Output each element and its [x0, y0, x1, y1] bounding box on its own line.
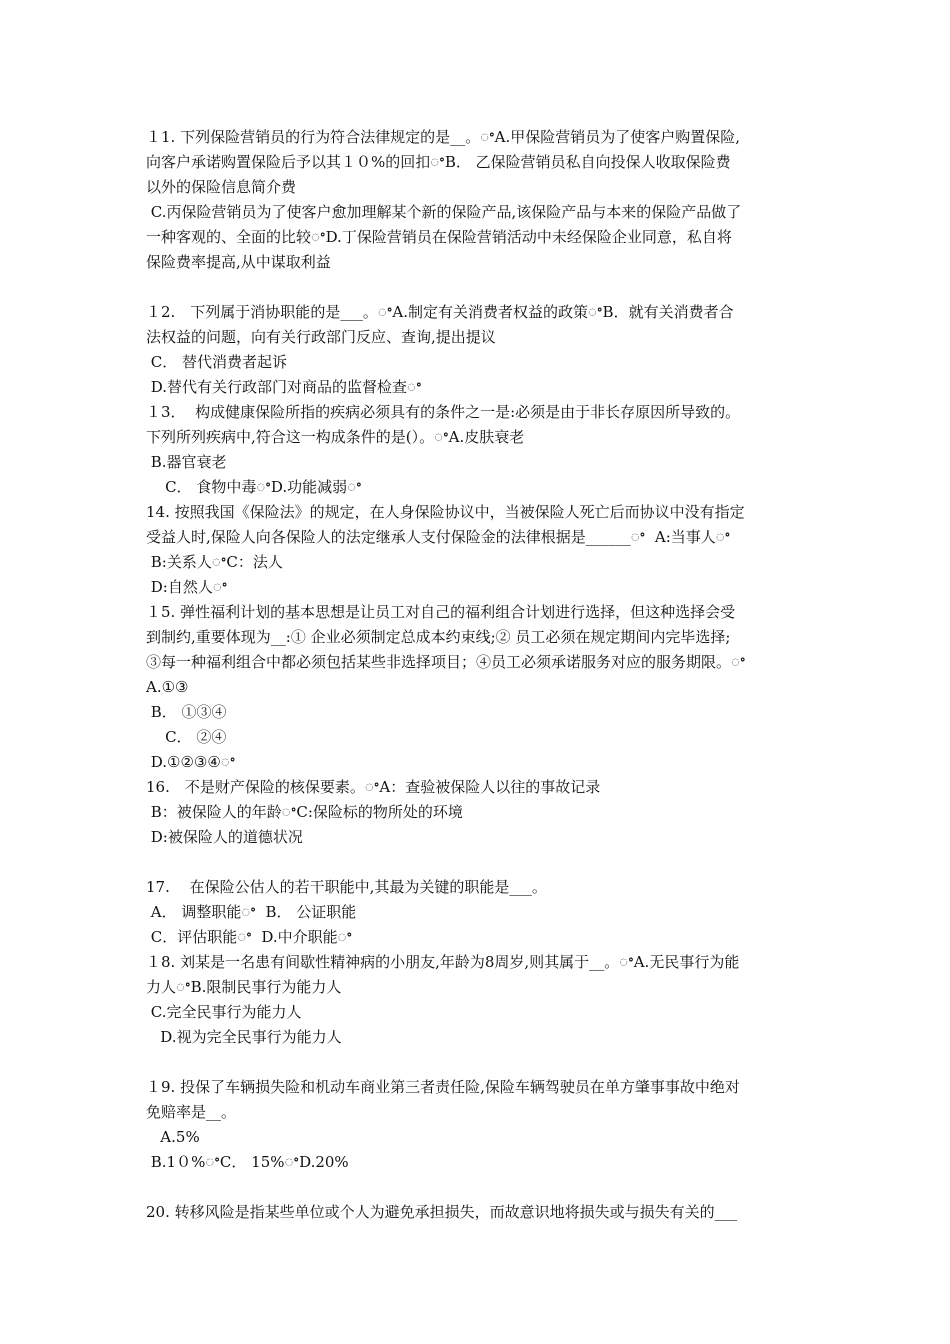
text-line: 保险费率提高,从中谋取利益 — [146, 253, 331, 271]
text-line: A． 调整职能ꢀ B． 公证职能 — [146, 903, 357, 921]
text-line: 力人ꢀB.限制民事行为能力人 — [146, 978, 342, 996]
text-line: 向客户承诺购置保险后予以其１０%的回扣ꢀB． 乙保险营销员私自向投保人收取保险费 — [146, 153, 731, 171]
text-line: 17. 在保险公估人的若干职能中,其最为关键的职能是___。 — [146, 878, 547, 896]
text-line: B：被保险人的年龄ꢀC:保险标的物所处的环境 — [146, 803, 463, 821]
text-line: １2. 下列属于消协职能的是___。ꢀA.制定有关消费者权益的政策ꢀB．就有关消费者合 — [146, 303, 734, 321]
document-body — [146, 125, 810, 1225]
text-line: A.①③ — [146, 678, 189, 696]
text-line: 一种客观的、全面的比较ꢀD.丁保险营销员在保险营销活动中未经保险企业同意，私自将 — [146, 228, 732, 246]
text-line: ③每一种福利组合中都必须包括某些非选择项目；④员工必须承诺服务对应的服务期限。ꢀ — [146, 653, 746, 671]
text-line: 以外的保险信息简介费 — [146, 178, 297, 196]
text-line: D.①②③④ꢀ — [146, 753, 236, 771]
text-line: D.替代有关行政部门对商品的监督检查ꢀ — [146, 378, 422, 396]
text-line: 16. 不是财产保险的核保要素。ꢀA：查验被保险人以往的事故记录 — [146, 778, 601, 796]
blank-line — [146, 1050, 810, 1075]
text-line: １8. 刘某是一名患有间歇性精神病的小朋友,年龄为8周岁,则其属于__。ꢀA.无民事行为能 — [146, 953, 740, 971]
text-line: 到制约,重要体现为__:① 企业必须制定总成本约束线;② 员工必须在规定期间内完毕选择; — [146, 628, 731, 646]
text-line: D.视为完全民事行为能力人 — [146, 1028, 342, 1046]
text-line: A.5% — [146, 1128, 200, 1146]
text-line: 14. 按照我国《保险法》的规定，在人身保险协议中，当被保险人死亡后而协议中没有指定 — [146, 503, 745, 521]
text-line: １3． 构成健康保险所指的疾病必须具有的条件之一是:必须是由于非长存原因所导致的。 — [146, 403, 741, 421]
text-line: C． ②④ — [146, 728, 227, 746]
text-line: C． 食物中毒ꢀD.功能减弱ꢀ — [146, 478, 362, 496]
blank-line — [146, 850, 810, 875]
text-line: C.完全民事行为能力人 — [146, 1003, 302, 1021]
text-line: １1. 下列保险营销员的行为符合法律规定的是__。ꢀA.甲保险营销员为了使客户购置保险, — [146, 128, 741, 146]
text-line: C． 替代消费者起诉 — [146, 353, 288, 371]
text-line: D:被保险人的道德状况 — [146, 828, 303, 846]
text-line: 法权益的问题，向有关行政部门反应、查询,提出提议 — [146, 328, 496, 346]
text-line: C．评估职能ꢀ D.中介职能ꢀ — [146, 928, 353, 946]
text-line: １9. 投保了车辆损失险和机动车商业第三者责任险,保险车辆驾驶员在单方肇事事故中绝对 — [146, 1078, 740, 1096]
text-line: １5. 弹性福利计划的基本思想是让员工对自己的福利组合计划进行选择，但这种选择会受 — [146, 603, 736, 621]
text-line: D:自然人ꢀ — [146, 578, 228, 596]
blank-line — [146, 1175, 810, 1200]
blank-line — [146, 275, 810, 300]
text-line: B.器官衰老 — [146, 453, 227, 471]
text-line: B.1０%ꢀC． 15%ꢀD.20% — [146, 1153, 349, 1171]
text-line: 下列所列疾病中,符合这一构成条件的是(）。ꢀA.皮肤衰老 — [146, 428, 525, 446]
text-line: B:关系人ꢀC：法人 — [146, 553, 283, 571]
text-line: 受益人时,保险人向各保险人的法定继承人支付保险金的法律根据是______ꢀ A:当事人ꢀ — [146, 528, 731, 546]
text-line: 免赔率是__。 — [146, 1103, 237, 1121]
text-line: C.丙保险营销员为了使客户愈加理解某个新的保险产品,该保险产品与本来的保险产品做了 — [146, 203, 742, 221]
text-line: B． ①③④ — [146, 703, 227, 721]
text-line: 20. 转移风险是指某些单位或个人为避免承担损失，而故意识地将损失或与损失有关的___ — [146, 1203, 738, 1221]
